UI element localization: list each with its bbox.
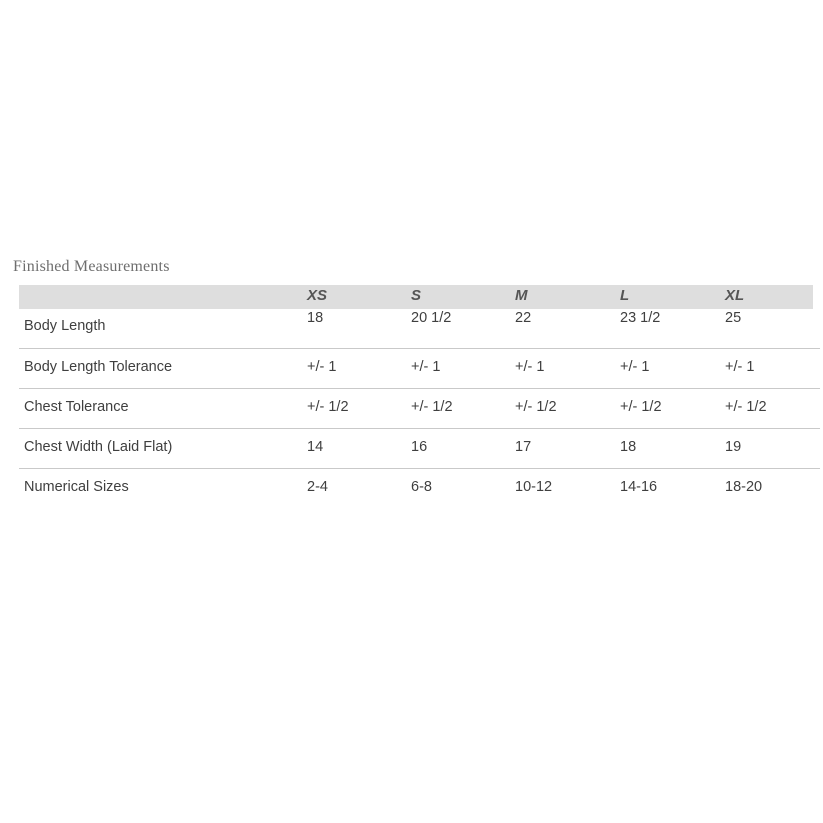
table-cell: 19 [725,439,742,455]
size-header-m: M [515,287,528,304]
size-header-l: L [620,287,630,304]
table-row-body-length-tolerance [19,349,820,389]
table-cell: +/- 1/2 [725,399,767,415]
table-cell: 20 1/2 [411,310,452,326]
table-cell: 2-4 [307,479,328,495]
table-cell: +/- 1 [620,359,650,375]
table-cell: +/- 1/2 [515,399,557,415]
measurements-table [19,285,820,508]
table-cell: 18 [307,310,324,326]
table-cell: +/- 1 [725,359,755,375]
size-header-s: S [411,287,422,304]
table-cell: 25 [725,310,742,326]
table-header [19,285,813,309]
table-cell: +/- 1/2 [620,399,662,415]
table-cell: +/- 1/2 [307,399,349,415]
table-cell: +/- 1 [515,359,545,375]
table-cell: 14-16 [620,479,658,495]
size-header-xs: XS [307,287,328,304]
table-row-numerical-sizes [19,469,820,508]
table-cell: +/- 1 [307,359,337,375]
table-cell: 14 [307,439,324,455]
row-label: Body Length Tolerance [24,359,173,375]
row-label: Numerical Sizes [24,479,129,495]
table-cell: 18-20 [725,479,763,495]
table-row-body-length [19,309,820,349]
chart-title: Finished Measurements [13,258,170,275]
table-cell: 18 [620,439,637,455]
size-header-xl: XL [725,287,745,304]
table-cell: 16 [411,439,428,455]
table-cell: 10-12 [515,479,553,495]
table-cell: 17 [515,439,532,455]
table-cell: 23 1/2 [620,310,661,326]
table-row-chest-width [19,429,820,469]
table-row-chest-tolerance [19,389,820,429]
table-cell: 22 [515,310,532,326]
table-cell: +/- 1 [411,359,441,375]
table-cell: 6-8 [411,479,432,495]
row-label: Chest Width (Laid Flat) [24,439,173,455]
table-cell: +/- 1/2 [411,399,453,415]
row-label: Body Length [24,318,106,334]
row-label: Chest Tolerance [24,399,129,415]
